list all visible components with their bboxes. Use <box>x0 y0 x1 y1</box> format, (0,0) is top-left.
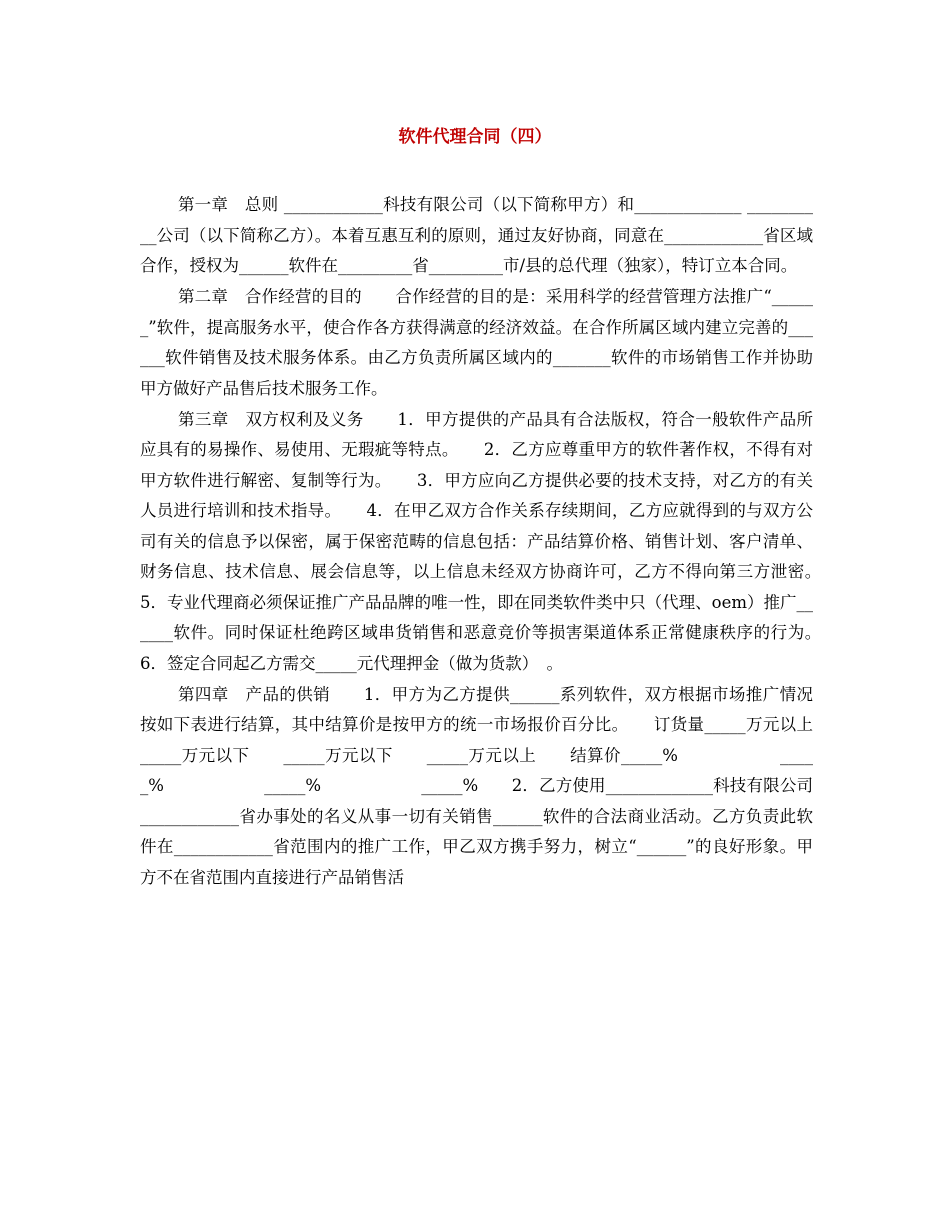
chapter-1-general: 第一章 总则 ____________科技有限公司（以下简称甲方）和_____________ __________公司（以下简称乙方）。本着互惠互利的原则，通过友好协商，同意在____________省区域合作，授权为______软件在_________省_________市/县的总代理（独家），特订立本合同。 <box>140 195 813 275</box>
chapter-2-purpose: 第二章 合作经营的目的 合作经营的目的是：采用科学的经营管理方法推广“______”软件，提高服务水平，使合作各方获得满意的经济效益。在合作所属区域内建立完善的______软件销售及技术服务体系。由乙方负责所属区域内的_______软件的市场销售工作并协助甲方做好产品售后技术服务工作。 <box>140 287 813 398</box>
chapter-4-supply-sales: 第四章 产品的供销 1．甲方为乙方提供______系列软件，双方根据市场推广情况按如下表进行结算，其中结算价是按甲方的统一市场报价百分比。 订货量_____万元以上 _____万元以下 _____万元以下 _____万元以上 结算价_____% _____% _____% _____% 2．乙方使用_____________科技有限公司____________省办事处的名义从事一切有关销售______软件的合法商业活动。乙方负责此软件在____________省范围内的推广工作，甲乙双方携手努力，树立“______”的良好形象。甲方不在省范围内直接进行产品销售活 <box>140 684 846 887</box>
document-body <box>140 190 846 894</box>
chapter-3-rights-obligations: 第三章 双方权利及义务 1．甲方提供的产品具有合法版权，符合一般软件产品所应具有的易操作、易使用、无瑕疵等特点。 2．乙方应尊重甲方的软件著作权，不得有对甲方软件进行解密、复制等行为。 3．甲方应向乙方提供必要的技术支持，对乙方的有关人员进行培训和技术指导。 4．在甲乙双方合作关系存续期间，乙方应就得到的与双方公司有关的信息予以保密，属于保密范畴的信息包括：产品结算价格、销售计划、客户清单、财务信息、技术信息、展会信息等，以上信息未经双方协商许可，乙方不得向第三方泄密。 5．专业代理商必须保证推广产品品牌的唯一性，即在同类软件类中只（代理、oem）推广______软件。同时保证杜绝跨区域串货销售和恶意竞价等损害渠道体系正常健康秩序的行为。 6．签定合同起乙方需交_____元代理押金（做为货款） 。 <box>140 409 846 673</box>
document-title: 软件代理合同（四） <box>398 127 552 147</box>
